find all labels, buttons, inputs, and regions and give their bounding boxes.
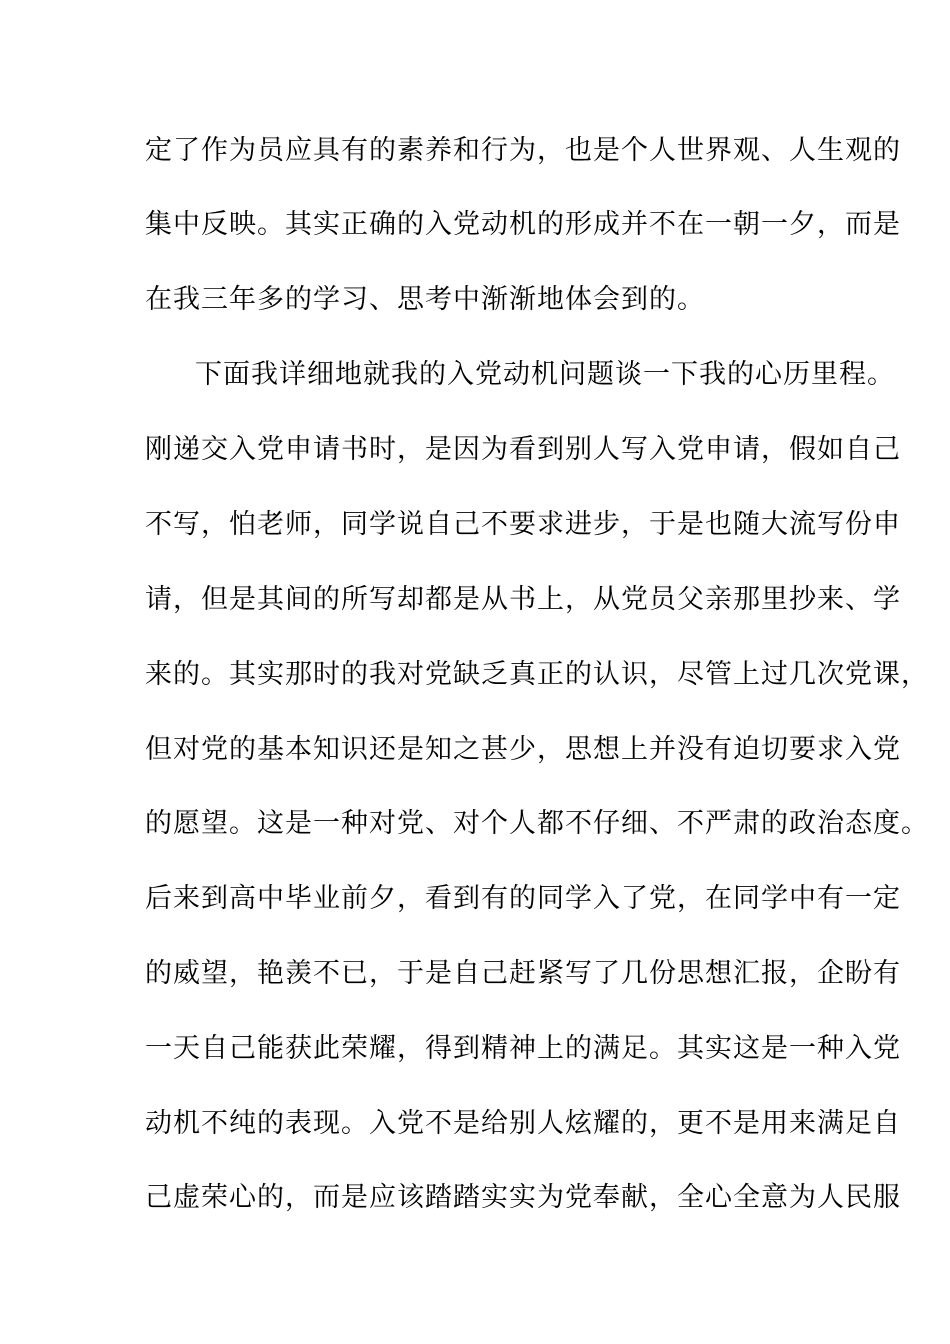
text-line: 定了作为员应具有的素养和行为，也是个人世界观、人生观的 [145,135,901,166]
text-line: 集中反映。其实正确的入党动机的形成并不在一朝一夕，而是 [145,209,901,240]
text-line: 请，但是其间的所写却都是从书上，从党员父亲那里抄来、学 [145,584,901,615]
text-line: 后来到高中毕业前夕，看到有的同学入了党，在同学中有一定 [145,883,901,914]
text-line: 刚递交入党申请书时，是因为看到别人写入党申请，假如自己 [145,434,901,465]
paragraph-first-line: 下面我详细地就我的入党动机问题谈一下我的心历里程。 [195,359,895,390]
text-line: 的威望，艳羡不已，于是自己赶紧写了几份思想汇报，企盼有 [145,958,901,989]
text-line: 不写，怕老师，同学说自己不要求进步，于是也随大流写份申 [145,509,901,540]
text-line: 在我三年多的学习、思考中渐渐地体会到的。 [145,284,705,315]
text-line: 动机不纯的表现。入党不是给别人炫耀的，更不是用来满足自 [145,1108,901,1139]
text-line: 的愿望。这是一种对党、对个人都不仔细、不严肃的政治态度。 [145,808,929,839]
text-line: 但对党的基本知识还是知之甚少，思想上并没有迫切要求入党 [145,734,901,765]
text-line: 己虚荣心的，而是应该踏踏实实为党奉献，全心全意为人民服 [145,1182,901,1213]
text-line: 来的。其实那时的我对党缺乏真正的认识，尽管上过几次党课， [145,659,929,690]
text-line: 一天自己能获此荣耀，得到精神上的满足。其实这是一种入党 [145,1033,901,1064]
